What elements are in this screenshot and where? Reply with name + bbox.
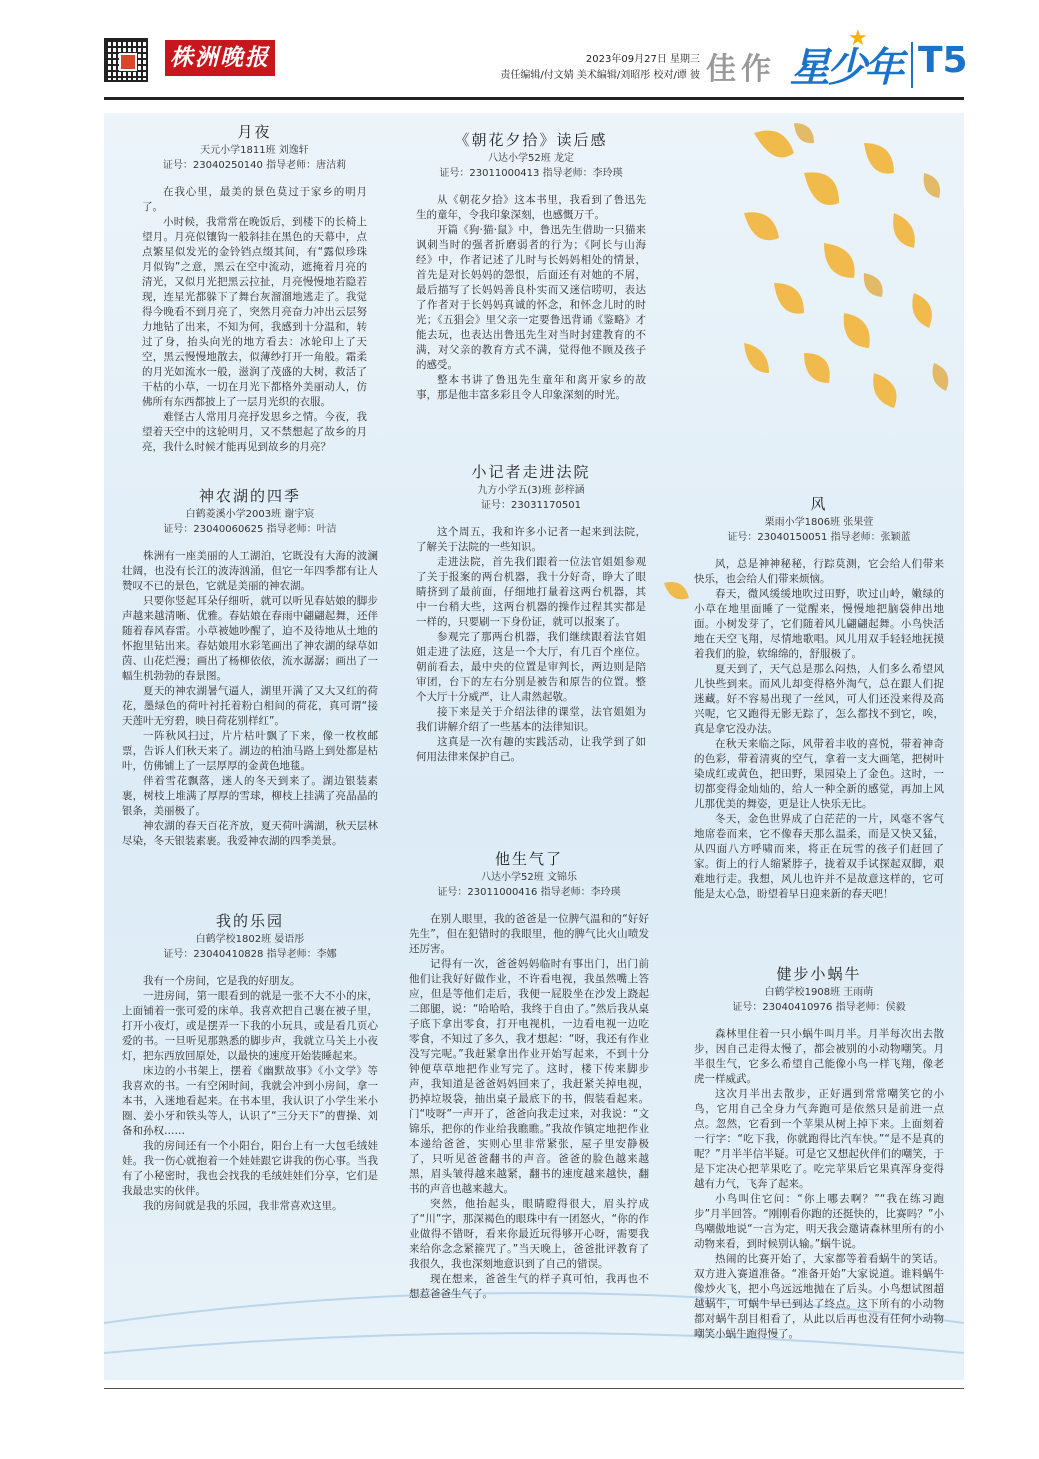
paragraph: 神农湖的春天百花齐放，夏天荷叶满湖，秋天层林尽染，冬天银装素裹。我爱神农湖的四季美景。 [122,820,378,847]
article-cert: 证号：23040150051 指导老师：张颖蓝 [727,532,911,543]
paragraph: 一阵秋风扫过，片片枯叶飘了下来，像一枚枚邮票，告诉人们秋天来了。湖边的柏油马路上到处都是枯叶，仿佛铺上了一层厚厚的金黄色地毯。 [122,730,378,772]
newspaper-brand: 株洲晚报 [165,40,275,76]
article-byline: 天元小学1811班 刘逸轩 [200,145,309,156]
footer-rule [104,1388,964,1389]
article-cert: 证号：23040410976 指导老师：侯毅 [732,1002,906,1013]
article-title: 《朝花夕拾》读后感 [454,131,608,149]
paragraph: 森林里住着一只小蜗牛叫月半。月半每次出去散步，因自己走得太慢了，都会被别的小动物嘲笑。月半很生气，它多么希望自己能像小鸟一样飞翔，像老虎一样威武。 [694,1028,944,1085]
article-cert: 证号：23011000416 指导老师：李玲瑛 [437,887,621,898]
paragraph: 冬天，金色世界成了白茫茫的一片，风毫不客气地席卷而来，它不像春天那么温柔，而是又快又猛，从四面八方呼啸而来，将正在玩雪的孩子们赶回了家。街上的行人缩紧脖子，拢着双手试探起双脚，艰难地行走。我想，风儿也许并不是故意这样的，它可能是太心急，盼望着早日迎来新的春天吧！ [694,813,944,900]
paragraph: 一进房间，第一眼看到的就是一张不大不小的床，上面铺着一张可爱的床单。我喜欢把自己裹在被子里，打开小夜灯，或是摆弄一下我的小玩具，或是看几页心爱的书。一旦听见那熟悉的脚步声，我就立马关上小夜灯，把东西放回原处，以最快的速度开始装睡起来。 [122,990,378,1062]
article-byline: 九方小学五(3)班 彭梓涵 [477,485,585,496]
paragraph: 现在想来，爸爸生气的样子真可怕，我再也不想惹爸爸生气了。 [409,1273,649,1300]
article-book-review [416,129,646,403]
article-court-visit [416,461,646,765]
paragraph: 小时候，我常常在晚饭后，到楼下的长椅上望月。月亮似镶钩一般斜挂在黑色的天幕中，点点繁星似发光的金铃铛点缀其间，有“露似珍珠月似钩”之意，黑云在空中流动，遮掩着月亮的清光，又似月光把黑云拉扯，月亮慢慢地若隐若现，连星光都躲下了舞台灰溜溜地逃走了。我觉得今晚看不到月亮了，突然月亮奋力冲出云层努力地钻了出来，不知为何，我感到十分温和，转过了身，抬头向光的地方看去：冰轮印上了天空，黑云慢慢地散去，似薄纱打开一角般。霜柔的月光如流水一般，滋润了茂盛的大树，救活了干枯的小草，一切在月光下都格外美丽动人，仿佛所有东西都披上了一层月光织的衣服。 [142,216,367,408]
paragraph: 夏天到了，天气总是那么闷热，人们多么希望风儿快些到来。而风儿却变得格外淘气，总在跟人们捉迷藏。好不容易出现了一丝风，可人们还没来得及高兴呢，它又跑得无影无踪了，怎么都找不到它，唉，真是拿它没办法。 [694,663,944,735]
header-rule [104,97,964,100]
article-title: 我的乐园 [215,912,284,930]
paragraph: 我有一个房间，它是我的好朋友。 [143,975,301,987]
paragraph: 整本书讲了鲁迅先生童年和离开家乡的故事，那是他丰富多彩且令人印象深刻的时光。 [416,374,646,401]
article-title: 神农湖的四季 [198,487,301,505]
paragraph: 床边的小书架上，摆着《幽默故事》《小文学》等我喜欢的书。一有空闲时间，我就会冲到小房间，拿一本书，入迷地看起来。在书本里，我认识了小学生米小圈、姜小牙和铁头等人，认识了“三分天下”的曹操、刘备和孙权…… [122,1065,378,1137]
paragraph: 这次月半出去散步，正好遇到常常嘲笑它的小鸟，它用自己全身力气奔跑可是依然只是前进一点点。忽然，它看到一个苹果从树上掉下来。上面刻着一行字：“吃下我，你就跑得比汽车快。”“是不是真的呢？”月半半信半疑。可是它又想起伙伴们的嘲笑，于是下定决心把苹果吃了。吃完苹果后它果真浑身变得越有力气，飞奔了起来。 [694,1088,944,1190]
article-moon-night [142,121,367,455]
article-cert: 证号：23040060625 指导老师：叶洁 [163,524,337,535]
paragraph: 这真是一次有趣的实践活动，让我学到了如何用法律来保护自己。 [416,736,646,763]
article-little-snail [694,963,944,1342]
article-byline: 白鹤菱溪小学2003班 谢宇宸 [185,509,315,520]
article-cert: 证号：23031170501 [481,500,581,511]
article-cert: 证号：23011000413 指导老师：李玲瑛 [439,168,623,179]
paragraph: 这个周五，我和许多小记者一起来到法院，了解关于法院的一些知识。 [416,526,646,553]
paragraph: 开篇《狗·猫·鼠》中，鲁迅先生借助一只猫来讽刺当时的强者折磨弱者的行为；《阿长与山海经》中，作者记述了儿时与长妈妈相处的情景，首先是对长妈妈的怨恨，后面还有对她的不屑，最后描写了长妈妈善良朴实而又迷信唠叨，表达了作者对于长妈妈真诚的怀念，和怀念儿时的时光；《五猖会》里父亲一定要鲁迅背诵《鉴略》才能去玩，也表达出鲁迅先生对当时封建教育的不满，对父亲的教育方式不满，觉得他不顾及孩子的感受。 [416,224,646,371]
paragraph: 伴着雪花飘落，迷人的冬天到来了。湖边银装素裹，树枝上堆满了厚厚的雪球，柳枝上挂满了亮晶晶的银条，美丽极了。 [122,775,378,817]
article-byline: 八达小学52班 文锦乐 [481,872,577,883]
paragraph: 参观完了那两台机器，我们继续跟着法官姐姐走进了法庭，这是一个大厅，有几百个座位。朝前看去，最中央的位置是审判长，两边则是陪审团，台下的左右分别是被告和原告的位置。整个大厅十分威严，让人肃然起敬。 [416,631,646,703]
paragraph: 在秋天来临之际，风带着丰收的喜悦，带着神奇的色彩，带着清爽的空气，拿着一支大画笔，把树叶染成红或黄色，把田野，果园染上了金色。这时，一切都变得金灿灿的，给人一种全新的感觉，再加上风儿那优美的舞姿，更是让人快乐无比。 [694,738,944,810]
article-byline: 八达小学52班 龙定 [488,153,574,164]
paragraph: 只要你竖起耳朵仔细听，就可以听见春姑娘的脚步声越来越清晰、优雅。春姑娘在春雨中翩翩起舞，还伴随着春风春雷。小草被她吵醒了，迫不及待地从土地的怀抱里钻出来。春姑娘用水彩笔画出了神农湖的绿草如茵、山花烂漫；画出了杨柳依依，流水潺潺；画出了一幅生机勃勃的春景图。 [122,595,378,682]
content-panel [104,113,964,1380]
paragraph: 风，总是神神秘秘，行踪莫测，它会给人们带来快乐，也会给人们带来烦恼。 [694,558,944,585]
paragraph: 我的房间就是我的乐园，我非常喜欢这里。 [143,1200,343,1212]
article-title: 风 [810,495,828,513]
column-logo [790,26,901,93]
issue-date: 2023年09月27日 星期三 [585,54,700,65]
header-divider [911,42,913,88]
article-shennong-lake [122,485,378,849]
column-logo-text: 星少年 [790,45,901,91]
article-byline: 栗雨小学1806班 张果萱 [764,517,874,528]
article-my-paradise [122,910,378,1214]
paragraph: 小鸟叫住它问：“你上哪去啊？”“我在练习跑步”月半回答。“刚刚看你跑的还挺快的，比赛吗？”小鸟嘲傲地说“一言为定，明天我会邀请森林里所有的小动物来看，到时候别认输。”蜗牛说。 [694,1193,944,1250]
article-title: 他生气了 [494,850,563,868]
section-name: 佳作 [706,52,776,87]
page-number: T5 [918,40,968,81]
paragraph: 在我心里，最美的景色莫过于家乡的明月了。 [142,186,367,213]
paragraph: 从《朝花夕拾》这本书里，我看到了鲁迅先生的童年，令我印象深刻，也感慨万千。 [416,194,646,221]
paragraph: 难怪古人常用月亮抒发思乡之情。今夜，我望着天空中的这轮明月，又不禁想起了故乡的月亮，我什么时候才能再见到故乡的月亮？ [142,411,367,453]
article-title: 健步小蜗牛 [776,965,862,983]
paragraph: 热闹的比赛开始了，大家都等着看蜗牛的笑话。双方进入赛道准备。“准备开始”大家说道。谁料蜗牛像炒火飞，把小鸟远远地抛在了后头。小鸟想试图超越蜗牛，可蜗牛早已到达了终点。这下所有的小动物都对蜗牛刮目相看了，从此以后再也没有任何小动物嘲笑小蜗牛跑得慢了。 [694,1253,944,1340]
paragraph: 春天，微风缓缓地吹过田野，吹过山岭，嫩绿的小草在地里面睡了一觉醒来，慢慢地把脑袋伸出地面。小树发芽了，它们随着风儿翩翩起舞。小鸟快活地在天空飞翔，尽情地歌唱。风儿用双手轻轻地抚摸着我们的脸，软绵绵的，舒服极了。 [694,588,944,660]
article-byline: 白鹤学校1802班 晏语彤 [195,934,305,945]
paragraph: 夏天的神农湖暑气逼人，湖里开满了又大又红的荷花，墨绿色的荷叶衬托着粉白相间的荷花，真可谓“接天莲叶无穷碧，映日荷花别样红”。 [122,685,378,727]
paragraph: 突然，他抬起头，眼睛瞪得很大，眉头拧成了“川”字，那深褐色的眼珠中有一团怒火，“你的作业做得不错呀，看来你最近玩得够开心呀，需要我来给你念念紧箍咒了。”当天晚上，爸爸批评教育了我很久，我也深刻地意识到了自己的错误。 [409,1198,649,1270]
article-cert: 证号：23040410828 指导老师：李娜 [163,949,337,960]
article-title: 小记者走进法院 [471,463,591,481]
paragraph: 走进法院，首先我们跟着一位法官姐姐参观了关于报案的两台机器，我十分好奇，睁大了眼睛挤到了最前面，仔细地打量着这两台机器，其中一台稍大些，这两台机器的操作过程其实都是一样的，只要刷一下身份证，就可以报案了。 [416,556,646,628]
editor-credits: 责任编辑/付文婧 美术编辑/刘昭彤 校对/谭 彼 [500,70,700,81]
qr-code-icon[interactable] [104,38,148,82]
paragraph: 我的房间还有一个小阳台，阳台上有一大包毛绒娃娃。我一伤心就抱着一个娃娃跟它讲我的伤心事。当我有了小秘密时，我也会找我的毛绒娃娃们分享，它们是我最忠实的伙伴。 [122,1140,378,1197]
article-title: 月夜 [237,123,272,141]
article-byline: 白鹤学校1908班 王雨萌 [764,987,874,998]
star-icon: ★ [848,26,865,51]
article-wind [694,493,944,902]
page-header [0,0,1039,108]
paragraph: 记得有一次，爸爸妈妈临时有事出门，出门前他们让我好好做作业，不许看电视，我虽然嘴上答应，但是等他们走后，我便一屁股坐在沙发上跷起二郎腿，说：“哈哈哈，我终于自由了。”然后我从桌子底下拿出零食，打开电视机，一边看电视一边吃零食，不知过了多久，我才想起：“呀，我还有作业没写完呢。”我赶紧拿出作业开始写起来，不到十分钟便草草地把作业写完了。这时，楼下传来脚步声，我知道是爸爸妈妈回来了，我赶紧关掉电视，扔掉垃圾袋，抽出桌子最底下的书，假装看起来。门“吱呀”一声开了，爸爸向我走过来，对我说：“文锦乐，把你的作业给我瞧瞧。”我故作镇定地把作业本递给爸爸，实则心里非常紧张，屋子里安静极了，只听见爸爸翻书的声音。爸爸的脸色越来越黑，眉头皱得越来越紧，翻书的速度越来越快，翻书的声音也越来越大。 [409,958,649,1195]
paragraph: 接下来是关于介绍法律的课堂，法官姐姐为我们讲解介绍了一些基本的法律知识。 [416,706,646,733]
article-he-got-angry [409,848,649,1302]
article-cert: 证号：23040250140 指导老师：唐洁莉 [162,160,347,171]
paragraph: 株洲有一座美丽的人工湖泊，它既没有大海的波澜壮阔，也没有长江的波涛汹涌，但它一年四季都有让人赞叹不已的景色，它就是美丽的神农湖。 [122,550,378,592]
paragraph: 在别人眼里，我的爸爸是一位脾气温和的“好好先生”，但在犯错时的我眼里，他的脾气比火山喷发还厉害。 [409,913,649,955]
